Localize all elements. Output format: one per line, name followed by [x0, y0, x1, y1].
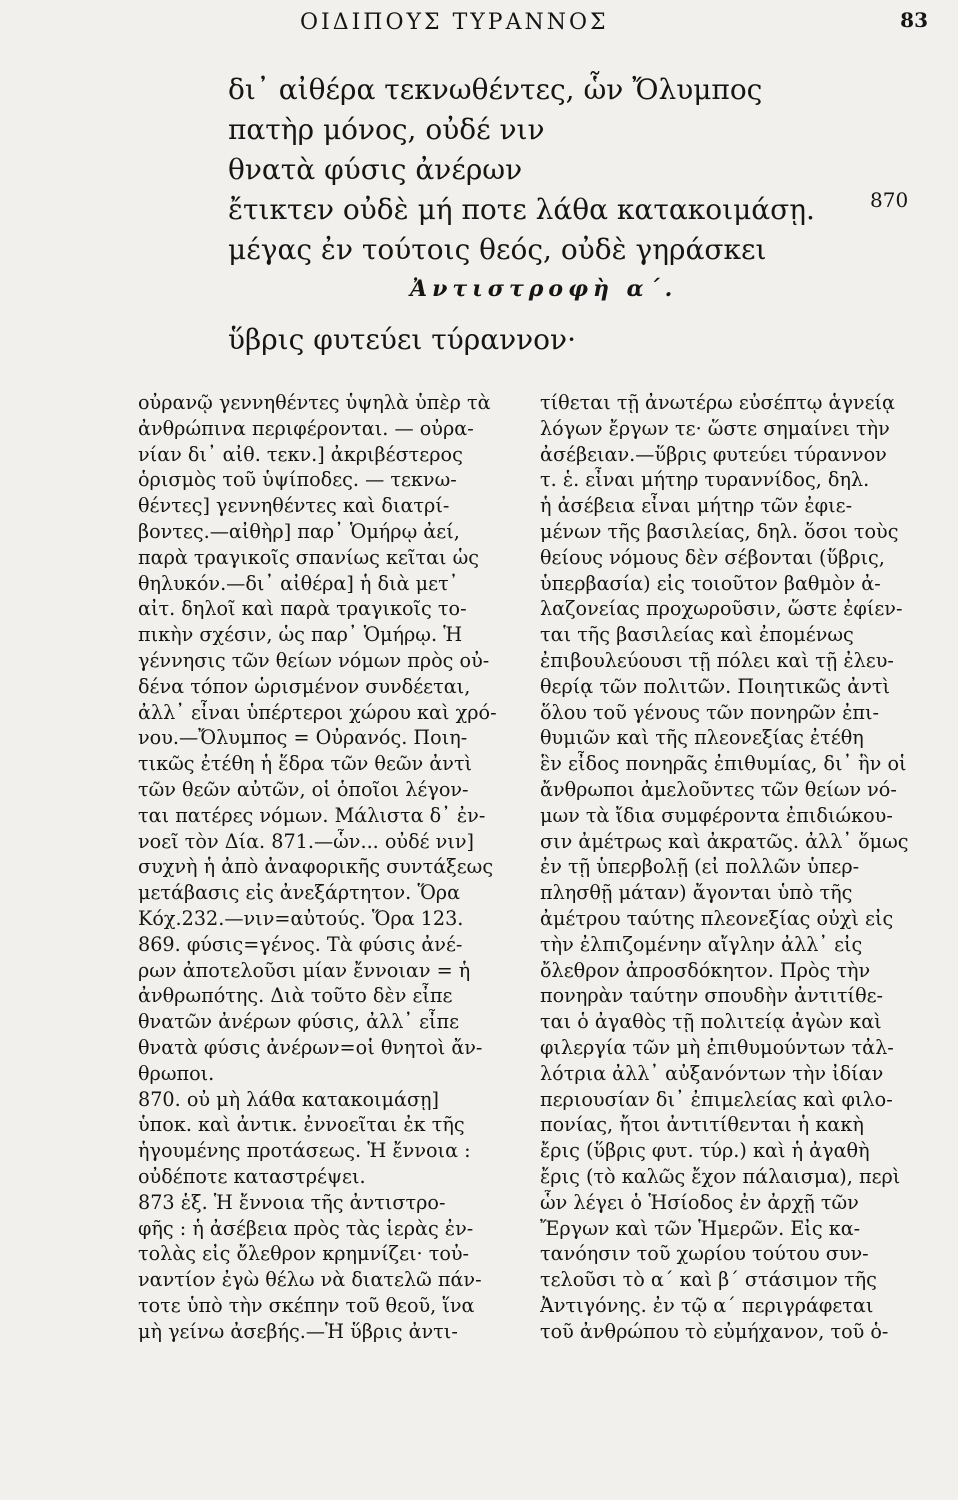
- commentary-line: θνατῶν ἀνέρων φύσις, ἀλλ᾽ εἶπε: [138, 1010, 460, 1034]
- commentary-line: νοεῖ τὸν Δία. 871.—ὧν... οὐδέ νιν]: [138, 829, 475, 853]
- commentary-line: ἀνθρώπινα περιφέρονται. — οὐρα-: [138, 416, 474, 440]
- commentary-line: τελοῦσι τὸ α΄ καὶ β΄ στάσιμον τῆς: [540, 1268, 877, 1292]
- commentary-line: ὁρισμὸς τοῦ ὑψίποδες. — τεκνω-: [138, 468, 457, 492]
- commentary-line: συχνὴ ἡ ἀπὸ ἀναφορικῆς συντάξεως: [138, 855, 494, 879]
- commentary-line: περιουσίαν δι᾽ ἐπιμελείας καὶ φιλο-: [540, 1087, 893, 1111]
- commentary-line: ἄνθρωποι ἀμελοῦντες τῶν θείων νό-: [540, 777, 897, 801]
- commentary-line: ἀνθρωπότης. Διὰ τοῦτο δὲν εἶπε: [138, 984, 453, 1008]
- commentary-line: ἡ ἀσέβεια εἶναι μήτηρ τῶν ἐφιε-: [540, 494, 853, 518]
- commentary-line: ἀμέτρου ταύτης πλεονεξίας οὐχὶ εἰς: [540, 906, 894, 930]
- commentary-line: θρωποι.: [138, 1061, 215, 1085]
- commentary-line: οὐδέποτε καταστρέψει.: [138, 1164, 366, 1188]
- commentary-line: θείους νόμους δὲν σέβονται (ὕβρις,: [540, 545, 885, 569]
- commentary-line: μετάβασις εἰς ἀνεξάρτητον. Ὅρα: [138, 881, 461, 905]
- commentary-line: ἀλλ᾽ εἶναι ὑπέρτεροι χώρου καὶ χρό-: [138, 700, 497, 724]
- commentary-line: ὑποκ. καὶ ἀντικ. ἐννοεῖται ἐκ τῆς: [138, 1113, 465, 1137]
- commentary-line: θυμιῶν καὶ τῆς πλεονεξίας ἐτέθη: [540, 726, 864, 750]
- running-title: ΟΙΔΙΠΟΥΣ ΤΥΡΑΝΝΟΣ: [300, 10, 609, 35]
- commentary-line: λότρια ἀλλ᾽ αὐξανόντων τὴν ἰδίαν: [540, 1061, 884, 1085]
- commentary-line: τικῶς ἐτέθη ἡ ἕδρα τῶν θεῶν ἀντὶ: [138, 752, 473, 776]
- commentary-line: Ἔργων καὶ τῶν Ἡμερῶν. Εἰς κα-: [540, 1216, 861, 1240]
- commentary-line: τοῦ ἀνθρώπου τὸ εὐμήχανον, τοῦ ὁ-: [540, 1319, 889, 1343]
- commentary-line: νου.—Ὄλυμπος = Οὐρανός. Ποιη-: [138, 726, 468, 750]
- commentary-line: ἓν εἶδος πονηρᾶς ἐπιθυμίας, δι᾽ ἣν οἱ: [540, 752, 907, 776]
- commentary-line: αἰτ. δηλοῖ καὶ παρὰ τραγικοῖς το-: [138, 597, 467, 621]
- commentary-line: ἔρις (ὕβρις φυτ. τύρ.) καὶ ἡ ἀγαθὴ: [540, 1139, 870, 1163]
- commentary-line: δένα τόπον ὡρισμένον συνδέεται,: [138, 674, 471, 698]
- commentary-line: Κόχ.232.—νιν=αὐτούς. Ὅρα 123.: [138, 906, 464, 930]
- verse-line: θνατὰ φύσις ἀνέρων: [228, 153, 523, 186]
- commentary-line: ται ὁ ἀγαθὸς τῇ πολιτείᾳ ἀγὼν καὶ: [540, 1010, 882, 1034]
- commentary-line: πονηρὰν ταύτην σπουδὴν ἀντιτίθε-: [540, 984, 884, 1008]
- page-header: [0, 6, 958, 36]
- commentary-line: παρὰ τραγικοῖς σπανίως κεῖται ὡς: [138, 545, 480, 569]
- commentary-line: 869. φύσις=γένος. Τὰ φύσις ἀνέ-: [138, 932, 463, 956]
- commentary-line: βοντες.—αἰθὴρ] παρ᾽ Ὁμήρῳ ἀεί,: [138, 519, 460, 543]
- commentary-line: ὑπερβασία) εἰς τοιοῦτον βαθμὸν ἀ-: [540, 571, 881, 595]
- commentary-line: θηλυκόν.—δι᾽ αἰθέρα] ἡ διὰ μετ᾽: [138, 571, 459, 595]
- commentary-line: θέντες] γεννηθέντες καὶ διατρί-: [138, 494, 450, 518]
- commentary-line: τῶν θεῶν αὐτῶν, οἱ ὁποῖοι λέγον-: [138, 777, 469, 801]
- commentary-line: φιλεργία τῶν μὴ ἐπιθυμούντων τἀλ-: [540, 1035, 894, 1059]
- commentary-line: ναντίον ἐγὼ θέλω νὰ διατελῶ πάν-: [138, 1268, 482, 1292]
- commentary-line: ὧν λέγει ὁ Ἡσίοδος ἐν ἀρχῇ τῶν: [540, 1190, 859, 1214]
- commentary-line: τ. ἑ. εἶναι μήτηρ τυραννίδος, δηλ.: [540, 468, 870, 492]
- commentary-line: πονίας, ἤτοι ἀντιτίθενται ἡ κακὴ: [540, 1113, 864, 1137]
- commentary-line: πλησθῇ μάταν) ἄγονται ὑπὸ τῆς: [540, 881, 853, 905]
- commentary-line: ἔρις (τὸ καλῶς ἔχον πάλαισμα), περὶ: [540, 1164, 901, 1188]
- commentary-line: 873 ἑξ. Ἡ ἔννοια τῆς ἀντιστρο-: [138, 1190, 446, 1214]
- line-number: 870: [870, 188, 909, 212]
- commentary-line: οὐρανῷ γεννηθέντες ὑψηλὰ ὑπὲρ τὰ: [138, 391, 491, 414]
- commentary-line: τανόησιν τοῦ χωρίου τούτου συν-: [540, 1242, 869, 1266]
- commentary-line: θνατὰ φύσις ἀνέρων=οἱ θνητοὶ ἄν-: [138, 1035, 483, 1059]
- commentary-line: ται τῆς βασιλείας καὶ ἐπομένως: [540, 623, 854, 647]
- commentary-line: θερίᾳ τῶν πολιτῶν. Ποιητικῶς ἀντὶ: [540, 674, 891, 698]
- commentary-line: λαζονείας προχωροῦσιν, ὥστε ἐφίεν-: [540, 597, 903, 621]
- commentary-line: νίαν δι᾽ αἰθ. τεκν.] ἀκριβέστερος: [138, 442, 463, 466]
- commentary-line: ἐν τῇ ὑπερβολῇ (εἰ πολλῶν ὑπερ-: [540, 855, 860, 879]
- commentary-line: τολὰς εἰς ὄλεθρον κρημνίζει· τοὐ-: [138, 1242, 470, 1266]
- commentary-line: Ἀντιγόνης. ἐν τῷ α΄ περιγράφεται: [540, 1293, 874, 1317]
- verse-line: πατὴρ μόνος, οὐδέ νιν: [228, 113, 545, 146]
- verse-line: δι᾽ αἰθέρα τεκνωθέντες, ὧν Ὄλυμπος: [228, 73, 763, 106]
- commentary-line: ὄλεθρον ἀπροσδόκητον. Πρὸς τὴν: [540, 958, 871, 982]
- verse-block: [228, 70, 828, 270]
- verse-line: ὕβρις φυτεύει τύραννον·: [228, 323, 576, 356]
- commentary-line: 870. οὐ μὴ λάθα κατακοιμάσῃ]: [138, 1087, 440, 1111]
- commentary-line: ἡγουμένης προτάσεως. Ἡ ἔννοια :: [138, 1139, 471, 1163]
- commentary-line: λόγων ἔργων τε· ὥστε σημαίνει τὴν: [540, 416, 890, 440]
- page-number: 83: [900, 8, 928, 32]
- verse-block-antistrophe: [228, 320, 728, 360]
- commentary-line: ται πατέρες νόμων. Μάλιστα δ᾽ ἐν-: [138, 803, 486, 827]
- commentary-line: ρων ἀποτελοῦσι μίαν ἔννοιαν = ἡ: [138, 958, 471, 982]
- commentary-line: φῆς : ἡ ἀσέβεια πρὸς τὰς ἱερὰς ἐν-: [138, 1216, 474, 1240]
- commentary-line: μὴ γείνω ἀσεβής.—Ἡ ὕβρις ἀντι-: [138, 1319, 458, 1343]
- verse-line: μέγας ἐν τούτοις θεός, οὐδὲ γηράσκει: [228, 233, 767, 266]
- commentary-line: τοτε ὑπὸ τὴν σκέπην τοῦ θεοῦ, ἵνα: [138, 1293, 475, 1317]
- commentary-right-column: [540, 390, 940, 1344]
- commentary-line: ὅλου τοῦ γένους τῶν πονηρῶν ἐπι-: [540, 700, 880, 724]
- commentary-line: σιν ἀμέτρως καὶ ἀκρατῶς. ἀλλ᾽ ὅμως: [540, 829, 909, 853]
- commentary-line: τὴν ἐλπιζομένην αἴγλην ἀλλ᾽ εἰς: [540, 932, 863, 956]
- commentary-line: μων τὰ ἴδια συμφέροντα ἐπιδιώκου-: [540, 803, 893, 827]
- verse-line: ἔτικτεν οὐδὲ μή ποτε λάθα κατακοιμάσῃ.: [228, 193, 815, 226]
- commentary-line: τίθεται τῇ ἀνωτέρω εὐσέπτῳ ἁγνείᾳ: [540, 391, 896, 414]
- commentary-line: πικὴν σχέσιν, ὡς παρ᾽ Ὁμήρῳ. Ἡ: [138, 623, 463, 647]
- commentary-line: γέννησις τῶν θείων νόμων πρὸς οὐ-: [138, 648, 490, 672]
- commentary-line: ἀσέβειαν.—ὕβρις φυτεύει τύραννον: [540, 442, 887, 466]
- strophe-title: Ἀντιστροφὴ α΄.: [410, 276, 678, 302]
- commentary-line: μένων τῆς βασιλείας, δηλ. ὅσοι τοὺς: [540, 519, 899, 543]
- commentary-left-column: [138, 390, 528, 1344]
- commentary-line: ἐπιβουλεύουσι τῇ πόλει καὶ τῇ ἐλευ-: [540, 648, 894, 672]
